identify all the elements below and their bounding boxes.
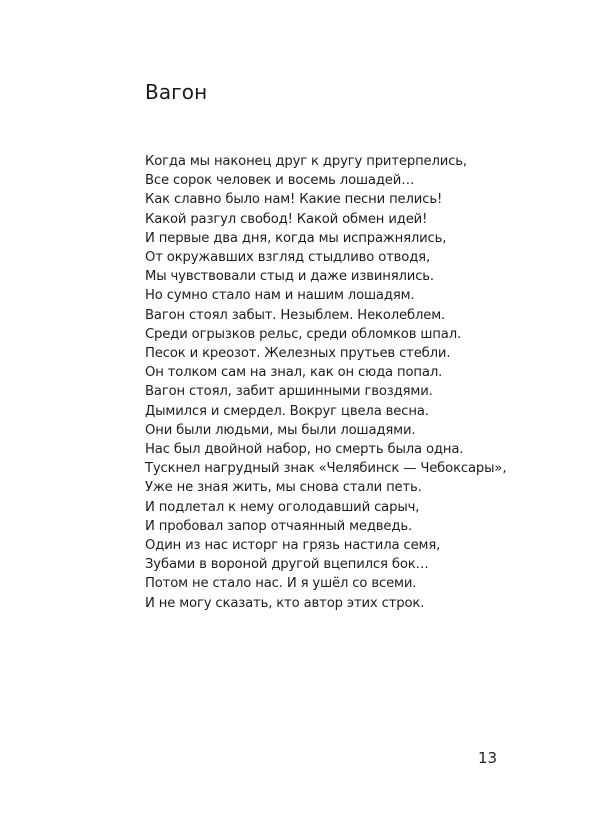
poem-line: Тускнел нагрудный знак «Челябинск — Чебоксары»,	[145, 461, 507, 477]
poem-line: От окружавших взгляд стыдливо отводя,	[145, 250, 430, 266]
poem-line: Он толком сам на знал, как он сюда попал.	[145, 365, 443, 381]
poem-title: Вагон	[145, 80, 208, 104]
poem-line: Среди огрызков рельс, среди обломков шпал.	[145, 326, 462, 342]
poem-line: Песок и креозот. Железных прутьев стебли.	[145, 346, 451, 362]
poem-body	[145, 152, 506, 613]
poem-line: Нас был двойной набор, но смерть была одна.	[145, 442, 464, 458]
poem-line: И пробовал запор отчаянный медведь.	[145, 518, 413, 534]
poem-line: Потом не стало нас. И я ушёл со всеми.	[145, 576, 417, 592]
poem-line: Все сорок человек и восемь лошадей…	[145, 173, 415, 189]
poem-line: Когда мы наконец друг к другу притерпелись,	[145, 154, 467, 169]
page-number: 13	[478, 749, 498, 767]
poem-line: И первые два дня, когда мы испражнялись,	[145, 230, 447, 246]
poem-line: Дымился и смердел. Вокруг цвела весна.	[145, 403, 429, 419]
poem-line: Мы чувствовали стыд и даже извинялись.	[145, 269, 434, 285]
poem-line: И подлетал к нему оголодавший сарыч,	[145, 499, 420, 515]
poem-line: И не могу сказать, кто автор этих строк.	[145, 595, 425, 611]
poem-line: Уже не зная жить, мы снова стали петь.	[145, 480, 422, 496]
poem-line: Вагон стоял забыт. Незыблем. Неколеблем.	[145, 307, 446, 323]
poem-line: Какой разгул свобод! Какой обмен идей!	[145, 211, 428, 227]
poem-line: Один из нас исторг на грязь настила семя,	[145, 538, 441, 554]
poem-line: Как славно было нам! Какие песни пелись!	[145, 192, 443, 208]
poem-line: Но сумно стало нам и нашим лошадям.	[145, 288, 415, 304]
poem-line: Зубами в вороной другой вцепился бок…	[145, 557, 429, 573]
poem-line: Они были людьми, мы были лошадями.	[145, 422, 416, 438]
poem-line: Вагон стоял, забит аршинными гвоздями.	[145, 384, 433, 400]
